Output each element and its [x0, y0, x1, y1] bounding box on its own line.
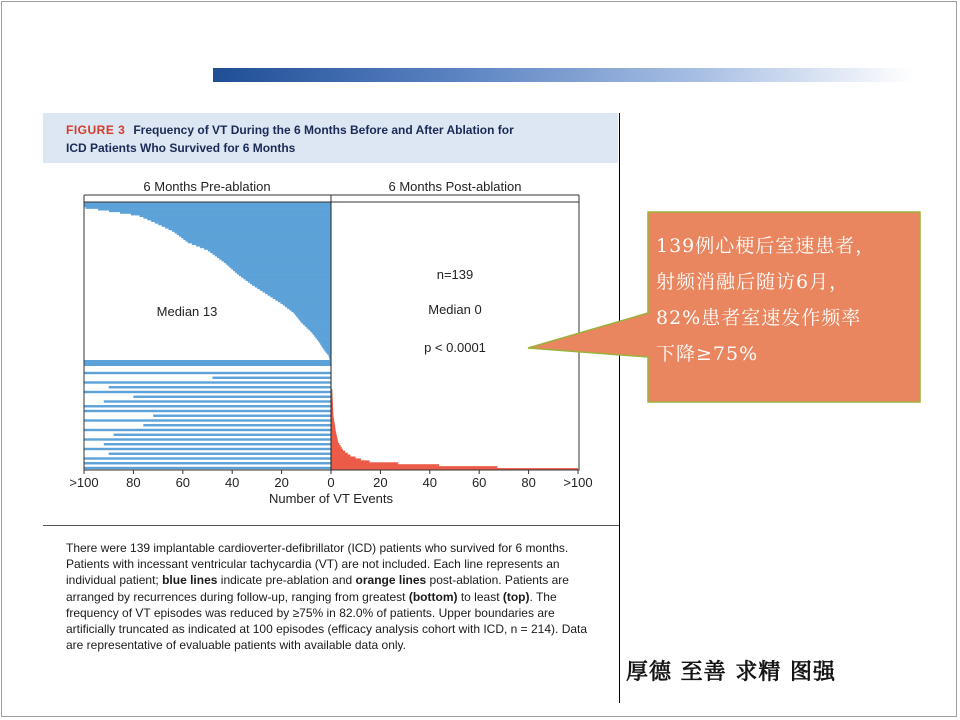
- x-axis-label: Number of VT Events: [268, 491, 394, 506]
- x-tick-label: 80: [126, 475, 141, 490]
- annotation-pre-median: Median 13: [156, 304, 218, 319]
- pre-ablation-bar: [84, 410, 331, 412]
- post-ablation-bar: [331, 430, 336, 432]
- post-ablation-bar: [331, 439, 338, 441]
- x-tick-label: 60: [175, 475, 191, 490]
- pre-ablation-bar: [84, 467, 331, 469]
- pre-ablation-bar: [143, 424, 331, 426]
- x-tick-label: 20: [274, 475, 289, 490]
- x-tick-label: 20: [373, 475, 388, 490]
- x-tick-label: >100: [563, 475, 593, 490]
- x-tick-label: 40: [224, 475, 240, 490]
- pre-ablation-bar: [114, 434, 331, 436]
- post-ablation-bar: [331, 457, 356, 459]
- figure-title: [66, 121, 606, 157]
- post-ablation-bar: [331, 437, 337, 439]
- caption-blue-lines: blue lines: [162, 573, 218, 588]
- callout-line-2: 射频消融后随访6月，: [656, 271, 850, 293]
- caption-text-5: . The frequency of VT episodes was reduced by ≥75% in 82.0% of patients. Upper boundaries are artificially truncated as indicated at 100 episodes (efficacy analysis cohort with ICD, n = 214). Data are representative of evaluable patients with available data only.: [66, 589, 588, 653]
- post-ablation-bar: [331, 455, 350, 457]
- pre-ablation-bar: [133, 396, 331, 398]
- post-ablation-bar: [331, 431, 336, 433]
- post-ablation-bar: [331, 433, 337, 435]
- panel-label-post: 6 Months Post-ablation: [388, 179, 522, 194]
- panel-label-pre: 6 Months Pre-ablation: [143, 179, 271, 194]
- post-ablation-bar: [331, 424, 335, 426]
- pre-ablation-bar: [109, 386, 331, 388]
- post-ablation-bar: [331, 451, 345, 453]
- pre-ablation-bar: [84, 372, 331, 374]
- x-tick-label: >100: [69, 475, 99, 490]
- caption-orange-lines: orange lines: [355, 573, 427, 588]
- pre-ablation-bar: [84, 457, 331, 459]
- pre-ablation-bar: [84, 462, 331, 464]
- post-ablation-bar: [331, 464, 439, 466]
- post-ablation-bar: [331, 428, 335, 430]
- pre-ablation-bar: [84, 419, 331, 421]
- x-tick-label: 60: [471, 475, 487, 490]
- pre-ablation-bar: [84, 448, 331, 450]
- post-ablation-bar: [331, 460, 370, 462]
- annotation-post-median: Median 0: [428, 302, 482, 317]
- callout-line-4: 下降≥75%: [656, 343, 759, 365]
- header-gradient-bar: [213, 68, 913, 82]
- caption-text-2: indicate pre-ablation and: [217, 573, 356, 588]
- pre-ablation-bar: [84, 381, 331, 383]
- pre-ablation-bar: [84, 438, 331, 440]
- post-ablation-bar: [331, 445, 341, 447]
- figure-label: FIGURE 3: [66, 123, 126, 137]
- post-ablation-bar: [331, 435, 337, 437]
- post-ablation-bar: [331, 443, 339, 445]
- x-tick-label: 40: [422, 475, 438, 490]
- callout-text: [656, 228, 914, 372]
- pre-ablation-bar: [104, 400, 331, 402]
- figure-title-line2: ICD Patients Who Survived for 6 Months: [66, 141, 296, 155]
- caption-text-4: to least: [457, 589, 503, 604]
- pre-ablation-bar: [212, 377, 331, 379]
- content-divider-horizontal: [43, 525, 619, 526]
- caption-text-1: There were 139 implantable cardioverter-defibrillator (ICD) patients who survived for 6 months. Patients with incessant ventricular tachycardia (VT) are not included. Each line represents an individual patient;: [66, 541, 569, 588]
- x-tick-label: 0: [327, 475, 335, 490]
- post-ablation-bar: [331, 466, 497, 468]
- caption-bottom: (bottom): [408, 589, 458, 604]
- pre-ablation-bar: [84, 391, 331, 393]
- annotation-p-value: p < 0.0001: [424, 340, 486, 355]
- post-ablation-bar: [331, 449, 343, 451]
- figure-caption: [66, 540, 596, 653]
- x-axis-ticks: [69, 470, 592, 490]
- pre-ablation-bar: [84, 405, 331, 407]
- callout-line-3: 82%患者室速发作频率: [656, 307, 862, 329]
- caption-text-3: post-ablation. Patients are arranged by recurrences during follow-up, ranging from greatest: [66, 573, 569, 604]
- pre-ablation-bar: [84, 429, 331, 431]
- post-ablation-bar: [331, 422, 335, 424]
- post-ablation-bar: [331, 441, 338, 443]
- pre-ablation-bar: [104, 443, 331, 445]
- caption-top: (top): [502, 589, 530, 604]
- motto-slogan: 厚德 至善 求精 图强: [626, 660, 836, 685]
- callout-line-1: 139例心梗后室速患者，: [656, 235, 876, 257]
- post-ablation-bar: [331, 453, 348, 455]
- post-ablation-bar: [331, 462, 398, 464]
- pre-ablation-bar: [109, 453, 331, 455]
- x-tick-label: 80: [521, 475, 536, 490]
- post-ablation-bar: [331, 458, 361, 460]
- post-ablation-bar: [331, 447, 342, 449]
- annotation-n: n=139: [436, 267, 474, 282]
- pre-ablation-bar: [84, 360, 331, 366]
- post-ablation-bar: [331, 426, 335, 428]
- pre-ablation-bar: [153, 415, 331, 417]
- figure-title-line1: Frequency of VT During the 6 Months Before and After Ablation for: [133, 123, 514, 137]
